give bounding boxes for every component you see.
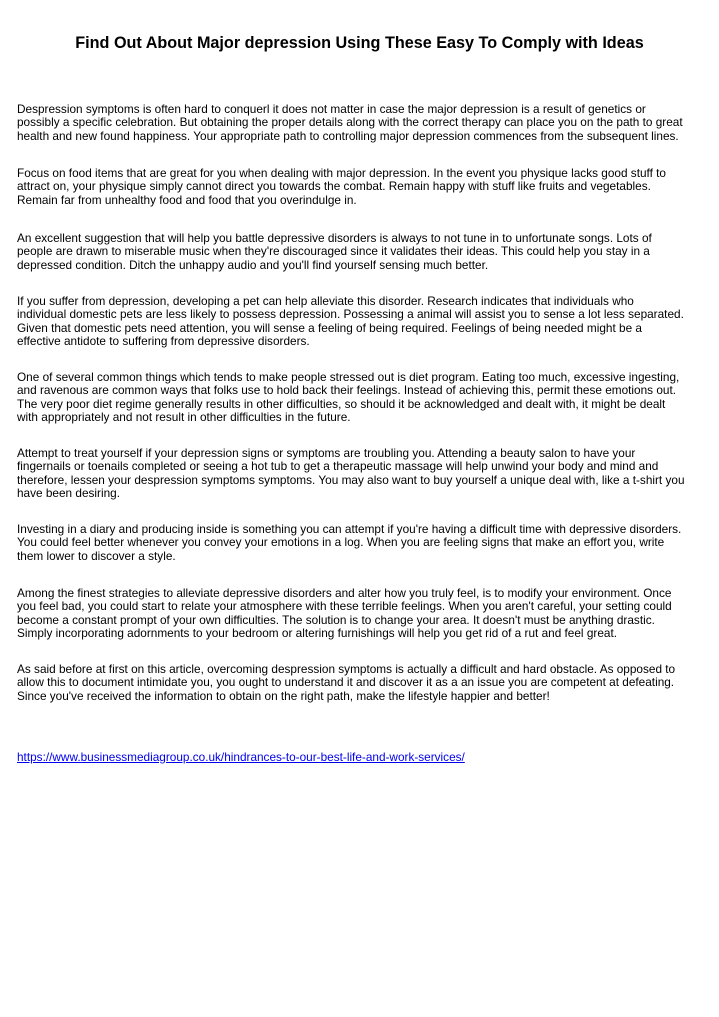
page-title: Find Out About Major depression Using These Easy To Comply with Ideas: [75, 34, 644, 52]
paragraph-line: You could feel better whenever you convey your emotions in a log. When you are feeling signs that make an effort you, write: [17, 535, 665, 550]
article-paragraph: [17, 663, 707, 703]
paragraph-line: become a constant prompt of your own difficulties. The solution is to change your area. It doesn't must be anything drastic.: [17, 612, 655, 627]
article-paragraph: [17, 232, 707, 272]
paragraph-line: Given that domestic pets need attention, you will sense a feeling of being required. Feelings of being needed might be a: [17, 320, 642, 335]
paragraph-line: depressed condition. Ditch the unhappy audio and you'll find yourself sensing much better.: [17, 257, 489, 272]
paragraph-line: The very poor diet regime generally results in other difficulties, so should it be acknowledged and dealt with, it might be dealt: [17, 396, 666, 411]
paragraph-line: with appropriately and not result in other difficulties in the future.: [17, 410, 351, 425]
article-paragraph: [17, 103, 707, 143]
paragraph-line: One of several common things which tends to make people stressed out is diet program. Eating too much, excessive ingesting,: [17, 370, 680, 384]
paragraph-line: Focus on food items that are great for you when dealing with major depression. In the event you physique lacks good stuff to: [17, 166, 666, 180]
paragraph-line: Attempt to treat yourself if your depression signs or symptoms are troubling you. Attending a beauty salon to have your: [17, 446, 636, 460]
paragraph-line: attract on, your physique simply cannot direct you towards the combat. Remain happy with stuff like fruits and vegetables.: [17, 179, 651, 194]
paragraph-line: If you suffer from depression, developing a pet can help alleviate this disorder. Research indicates that individuals who: [17, 294, 634, 308]
paragraph-line: Since you've received the information to obtain on the right path, make the lifestyle happier and better!: [17, 688, 550, 703]
article-paragraph: [17, 167, 707, 207]
paragraph-line: individual domestic pets are less likely to possess depression. Possessing a animal will assist you to sense a lot less separated.: [17, 307, 684, 322]
paragraph-line: people are drawn to miserable music when they're discouraged since it validates their ideas. This could help you stay in a: [17, 244, 650, 259]
reference-link[interactable]: https://www.businessmediagroup.co.uk/hindrances-to-our-best-life-and-work-services/: [17, 750, 465, 764]
article-paragraph: [17, 523, 707, 563]
paragraph-line: possibly a specific celebration. But obtaining the proper details along with the correct therapy can place you on the path to great: [17, 115, 683, 130]
paragraph-line: As said before at first on this article, overcoming despression symptoms is actually a difficult and hard obstacle. As opposed to: [17, 662, 676, 676]
paragraph-line: An excellent suggestion that will help you battle depressive disorders is always to not tune in to unfortunate songs. Lots of: [17, 231, 652, 245]
paragraph-line: and ravenous are common ways that folks use to hold back their feelings. Instead of achieving this, permit these emotions out.: [17, 383, 677, 398]
paragraph-line: Investing in a diary and producing inside is something you can attempt if you're having a difficult time with depressive disorders.: [17, 522, 682, 536]
paragraph-line: therefore, lessen your despression symptoms symptoms. You may also want to buy yourself a unique deal with, like a t-shirt you: [17, 472, 685, 487]
paragraph-line: allow this to document intimidate you, you ought to understand it and discover it as a an issue you are competent at defeating.: [17, 675, 675, 690]
article-paragraph: [17, 371, 707, 425]
paragraph-line: have been desiring.: [17, 486, 120, 501]
paragraph-line: health and new found happiness. Your appropriate path to controlling major depression commences from the subsequent lines.: [17, 128, 679, 143]
paragraph-line: Remain far from unhealthy food and food that you overindulge in.: [17, 192, 357, 207]
paragraph-line: them lower to discover a style.: [17, 548, 176, 563]
paragraph-line: Despression symptoms is often hard to conquerl it does not matter in case the major depression is a result of genetics or: [17, 102, 646, 116]
paragraph-line: Among the finest strategies to alleviate depressive disorders and alter how you truly feel, is to modify your environment. Once: [17, 586, 672, 600]
paragraph-line: fingernails or toenails completed or seeing a hot tub to get a therapeutic massage will help unwind your body and mind and: [17, 459, 659, 474]
article-paragraph: [17, 587, 707, 641]
paragraph-line: Simply incorporating adornments to your bedroom or altering furnishings will help you get rid of a rut and feel great.: [17, 626, 617, 641]
article-paragraph: [17, 295, 707, 349]
paragraph-line: effective antidote to suffering from depressive disorders.: [17, 334, 310, 349]
article-paragraph: [17, 447, 707, 501]
paragraph-line: you feel bad, you could start to relate your atmosphere with these terrible feelings. When you aren't careful, your setting could: [17, 599, 672, 614]
